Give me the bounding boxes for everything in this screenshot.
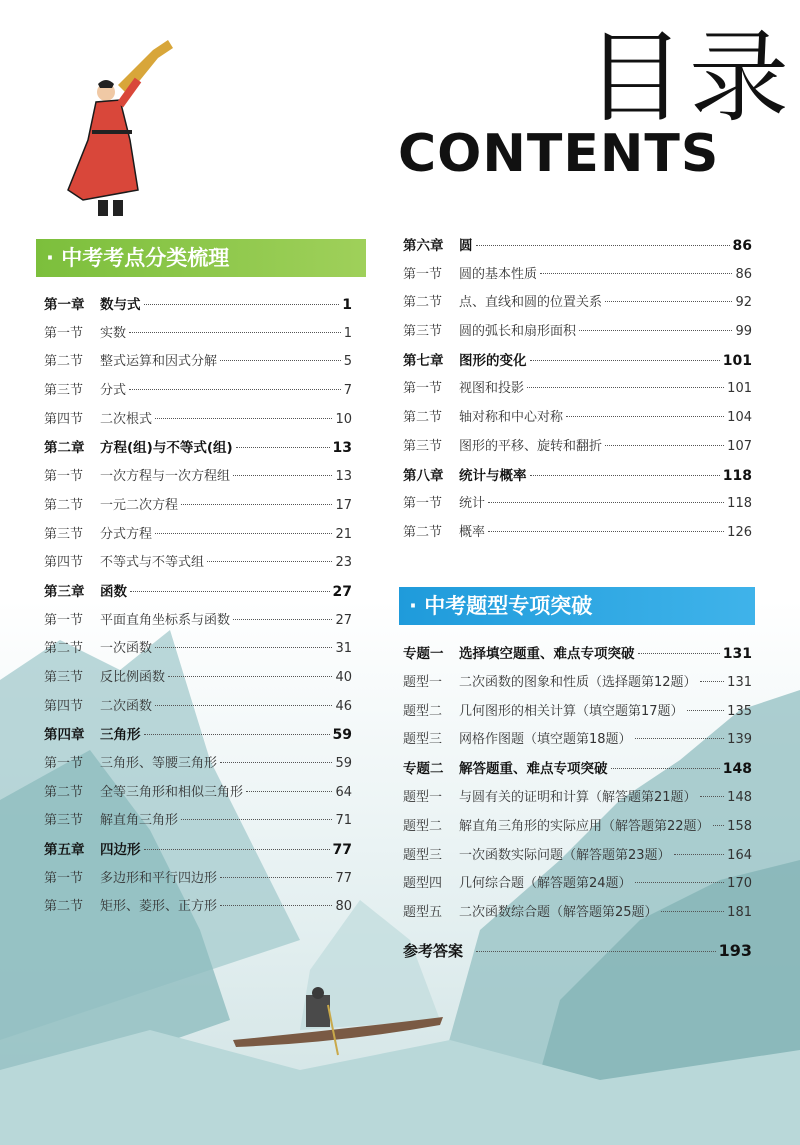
toc-entry-title: 统计 — [459, 496, 486, 512]
toc-entry-title: 三角形、等腰三角形 — [100, 756, 218, 771]
toc-section-entry[interactable] — [44, 781, 352, 810]
toc-entry-title: 圆 — [459, 238, 473, 254]
toc-entry-page: 148 — [727, 789, 752, 805]
toc-section-entry[interactable] — [44, 895, 352, 924]
toc-leader-dots — [207, 561, 332, 562]
toc-entry-page: 193 — [718, 941, 752, 960]
toc-section-entry[interactable] — [44, 408, 352, 437]
toc-entry-page: 101 — [722, 352, 752, 369]
toc-entry-page: 13 — [335, 469, 352, 485]
toc-entry-page: 131 — [722, 646, 752, 662]
toc-entry-label: 第一节 — [403, 496, 443, 512]
toc-leader-dots — [687, 710, 725, 711]
toc-entry-label: 第四节 — [44, 698, 84, 714]
toc-leader-dots — [220, 360, 341, 361]
toc-entry-title: 整式运算和因式分解 — [100, 354, 218, 370]
toc-entry-page: 31 — [335, 641, 352, 657]
toc-entry-title: 点、直线和圆的位置关系 — [459, 295, 603, 311]
toc-entry-title: 三角形 — [100, 727, 141, 744]
toc-entry-page: 23 — [335, 555, 352, 571]
toc-entry-page: 107 — [727, 438, 752, 454]
toc-entry-label: 第一节 — [44, 469, 84, 485]
toc-leader-dots — [661, 911, 725, 912]
toc-entry-title: 平面直角坐标系与函数 — [100, 612, 231, 628]
toc-entry-page: 158 — [727, 818, 752, 834]
toc-entry-label: 第三节 — [44, 813, 84, 829]
toc-chapter-entry[interactable] — [44, 723, 352, 752]
toc-entry-page: 46 — [335, 698, 352, 714]
toc-section-entry[interactable] — [44, 322, 352, 351]
toc-chapter-entry[interactable] — [403, 464, 752, 493]
toc-entry-page: 139 — [727, 732, 752, 748]
toc-chapter-entry[interactable] — [44, 838, 352, 867]
toc-section-entry[interactable] — [44, 867, 352, 896]
toc-chapter-entry[interactable] — [403, 757, 752, 786]
toc-entry-page: 27 — [335, 612, 352, 628]
toc-leader-dots — [611, 768, 720, 769]
toc-entry-title: 实数 — [100, 325, 127, 341]
page-title-en: CONTENTS — [398, 124, 720, 184]
toc-leader-dots — [476, 951, 716, 952]
toc-leader-dots — [181, 819, 332, 820]
toc-entry-title: 与圆有关的证明和计算（解答题第21题） — [459, 789, 697, 805]
toc-leader-dots — [155, 705, 332, 706]
toc-section-entry[interactable] — [403, 901, 752, 930]
toc-entry-label: 第一节 — [44, 612, 84, 628]
toc-entry-page: 86 — [735, 266, 752, 282]
toc-chapter-entry[interactable] — [44, 436, 352, 465]
toc-entry-page: 40 — [335, 669, 352, 685]
toc-entry-page: 99 — [735, 324, 752, 340]
toc-entry-label: 专题二 — [403, 761, 444, 778]
toc-chapter-entry[interactable] — [44, 293, 352, 322]
toc-leader-dots — [713, 825, 725, 826]
toc-section-entry[interactable] — [44, 666, 352, 695]
toc-leader-dots — [155, 647, 332, 648]
toc-leader-dots — [527, 387, 724, 388]
toc-entry-label: 第三节 — [44, 669, 84, 685]
section-header-question-types: · 中考题型专项突破 — [399, 587, 755, 625]
toc-leader-dots — [220, 877, 332, 878]
toc-leader-dots — [540, 273, 732, 274]
toc-chapter-entry[interactable] — [403, 642, 752, 671]
toc-entry-label: 第一节 — [403, 266, 443, 282]
toc-entry-label: 第三节 — [403, 438, 443, 454]
toc-entry-title: 全等三角形和相似三角形 — [100, 784, 244, 800]
toc-entry-label: 第三节 — [403, 324, 443, 340]
toc-section-entry[interactable] — [403, 406, 752, 435]
toc-entry-title: 一次方程与一次方程组 — [100, 469, 231, 485]
toc-entry-label: 第二节 — [44, 899, 84, 915]
toc-entry-title: 解直角三角形 — [100, 813, 179, 829]
page-title-cn: 目录 — [585, 19, 793, 136]
toc-entry-page: 126 — [727, 524, 752, 540]
toc-entry-label: 第五章 — [44, 842, 85, 859]
toc-entry-label: 题型三 — [403, 847, 443, 863]
toc-leader-dots — [233, 619, 332, 620]
toc-entry-label: 第二节 — [44, 641, 84, 657]
toc-leader-dots — [246, 791, 332, 792]
toc-section-entry[interactable] — [44, 609, 352, 638]
toc-entry-label: 第二节 — [44, 784, 84, 800]
toc-entry-page: 13 — [332, 440, 352, 457]
section-header-topics: · 中考考点分类梳理 — [36, 239, 366, 277]
toc-entry-label: 题型二 — [403, 818, 443, 834]
toc-entry-label: 第一节 — [403, 381, 443, 397]
toc-entry-label: 题型一 — [403, 674, 443, 690]
toc-entry-page: 77 — [335, 870, 352, 886]
toc-entry-title: 四边形 — [100, 842, 141, 859]
toc-entry-label: 第二节 — [403, 410, 443, 426]
toc-section-entry[interactable] — [44, 637, 352, 666]
toc-entry-title: 一次函数实际问题（解答题第23题） — [459, 847, 671, 863]
toc-leader-dots — [144, 734, 330, 735]
toc-section-entry[interactable] — [403, 671, 752, 700]
toc-entry-title: 二次根式 — [100, 411, 153, 427]
toc-entry-title: 二次函数 — [100, 698, 153, 714]
toc-entry-page: 59 — [332, 727, 352, 744]
toc-entry-page: 71 — [335, 813, 352, 829]
toc-entry-title: 二次函数的图象和性质（选择题第12题） — [459, 674, 697, 690]
toc-entry-title: 不等式与不等式组 — [100, 555, 205, 571]
toc-leader-dots — [700, 681, 725, 682]
toc-section-entry[interactable] — [403, 291, 752, 320]
toc-chapter-entry[interactable] — [403, 349, 752, 378]
toc-leader-dots — [674, 854, 725, 855]
toc-section-entry[interactable] — [44, 379, 352, 408]
toc-leader-dots — [129, 389, 341, 390]
toc-section-entry[interactable] — [403, 263, 752, 292]
toc-entry-page: 1 — [343, 325, 352, 341]
toc-section-entry[interactable] — [403, 728, 752, 757]
toc-leader-dots — [635, 738, 725, 739]
toc-entry-page: 80 — [335, 899, 352, 915]
toc-entry-title: 统计与概率 — [459, 467, 527, 484]
toc-leader-dots — [155, 418, 332, 419]
toc-entry-title: 分式方程 — [100, 526, 153, 542]
toc-entry-title: 圆的弧长和扇形面积 — [459, 324, 577, 340]
toc-leader-dots — [476, 245, 730, 246]
toc-entry-label: 第二节 — [44, 497, 84, 513]
toc-leader-dots — [530, 360, 720, 361]
toc-entry-label: 第三节 — [44, 383, 84, 399]
toc-leader-dots — [579, 330, 732, 331]
toc-entry-title: 图形的平移、旋转和翻折 — [459, 438, 603, 454]
toc-entry-title: 轴对称和中心对称 — [459, 410, 564, 426]
toc-entry-page: 86 — [732, 238, 752, 254]
toc-leader-dots — [144, 849, 330, 850]
toc-entry-title: 概率 — [459, 524, 486, 540]
toc-entry-title: 几何图形的相关计算（填空题第17题） — [459, 703, 684, 719]
toc-entry-label: 第四节 — [44, 555, 84, 571]
toc-entry-page: 148 — [722, 761, 752, 778]
toc-leader-dots — [220, 905, 332, 906]
toc-leader-dots — [488, 502, 724, 503]
toc-section-entry[interactable] — [44, 465, 352, 494]
toc-leader-dots — [530, 475, 720, 476]
toc-entry-label: 第一节 — [44, 870, 84, 886]
toc-list-right — [403, 234, 752, 550]
toc-entry-title: 一次函数 — [100, 641, 153, 657]
toc-entry-label: 第二节 — [44, 354, 84, 370]
toc-entry-page: 170 — [727, 876, 752, 892]
toc-entry-label: 第一节 — [44, 756, 84, 771]
toc-section-entry[interactable] — [44, 752, 352, 781]
toc-section-entry[interactable] — [403, 786, 752, 815]
toc-entry-label: 第四章 — [44, 727, 85, 744]
toc-entry-title: 多边形和平行四边形 — [100, 870, 218, 886]
toc-entry-label: 题型二 — [403, 703, 443, 719]
toc-entry-title: 图形的变化 — [459, 352, 527, 369]
toc-entry-page: 104 — [727, 410, 752, 426]
toc-entry-label: 第四节 — [44, 411, 84, 427]
toc-entry-title: 参考答案 — [403, 942, 464, 960]
fisherman-boat-illustration — [228, 985, 448, 1060]
toc-entry-page: 10 — [335, 411, 352, 427]
toc-entry-title: 数与式 — [100, 297, 141, 313]
toc-list-question-types — [403, 642, 752, 930]
toc-section-entry[interactable] — [403, 320, 752, 349]
toc-leader-dots — [181, 504, 332, 505]
toc-entry-label: 题型五 — [403, 905, 443, 921]
toc-entry-label: 第一节 — [44, 325, 84, 341]
toc-leader-dots — [566, 416, 724, 417]
toc-entry-label: 第三章 — [44, 583, 85, 600]
horn-player-illustration — [58, 40, 178, 230]
toc-list-left — [44, 293, 352, 924]
toc-entry-label: 第七章 — [403, 352, 444, 369]
toc-entry-title: 解直角三角形的实际应用（解答题第22题） — [459, 818, 710, 834]
toc-leader-dots — [635, 882, 725, 883]
toc-entry-label: 第三节 — [44, 526, 84, 542]
toc-entry-label: 题型一 — [403, 789, 443, 805]
toc-leader-dots — [488, 531, 724, 532]
toc-section-entry[interactable] — [403, 815, 752, 844]
toc-section-entry[interactable] — [44, 551, 352, 580]
toc-leader-dots — [129, 332, 341, 333]
toc-section-entry[interactable] — [44, 695, 352, 724]
toc-entry-page: 77 — [332, 842, 352, 859]
toc-leader-dots — [220, 762, 332, 763]
toc-entry-page: 5 — [343, 354, 352, 370]
toc-leader-dots — [233, 475, 332, 476]
toc-entry-page: 118 — [727, 496, 752, 512]
toc-entry-page: 7 — [343, 383, 352, 399]
toc-chapter-entry[interactable] — [44, 580, 352, 609]
toc-leader-dots — [144, 304, 340, 305]
toc-entry-title: 几何综合题（解答题第24题） — [459, 876, 632, 892]
toc-section-entry[interactable] — [44, 523, 352, 552]
toc-section-entry[interactable] — [44, 809, 352, 838]
toc-entry-title: 一元二次方程 — [100, 497, 179, 513]
toc-chapter-entry[interactable] — [403, 234, 752, 263]
toc-entry-page: 131 — [727, 674, 752, 690]
toc-entry-title: 解答题重、难点专项突破 — [459, 761, 608, 778]
toc-entry-title: 反比例函数 — [100, 669, 166, 685]
toc-entry-title: 二次函数综合题（解答题第25题） — [459, 905, 658, 921]
toc-section-entry[interactable] — [44, 350, 352, 379]
toc-entry-page: 181 — [727, 905, 752, 921]
toc-entry-title: 分式 — [100, 383, 127, 399]
toc-entry-label: 第八章 — [403, 467, 444, 484]
toc-leader-dots — [168, 676, 332, 677]
toc-leader-dots — [605, 301, 732, 302]
toc-leader-dots — [700, 796, 725, 797]
toc-entry-page: 59 — [335, 756, 352, 771]
toc-leader-dots — [605, 445, 724, 446]
toc-entry-answers[interactable] — [403, 940, 752, 968]
toc-entry-page: 64 — [335, 784, 352, 800]
toc-leader-dots — [638, 653, 720, 654]
toc-entry-title: 网格作图题（填空题第18题） — [459, 732, 632, 748]
toc-entry-label: 第一章 — [44, 297, 85, 313]
toc-leader-dots — [130, 591, 330, 592]
toc-entry-title: 圆的基本性质 — [459, 266, 538, 282]
toc-entry-title: 函数 — [100, 583, 127, 600]
toc-section-entry[interactable] — [403, 872, 752, 901]
toc-entry-title: 选择填空题重、难点专项突破 — [459, 646, 635, 662]
toc-entry-label: 第六章 — [403, 238, 444, 254]
toc-section-entry[interactable] — [44, 494, 352, 523]
toc-entry-page: 135 — [727, 703, 752, 719]
toc-section-entry[interactable] — [403, 700, 752, 729]
toc-section-entry[interactable] — [403, 377, 752, 406]
toc-leader-dots — [236, 447, 330, 448]
toc-entry-page: 17 — [335, 497, 352, 513]
toc-section-entry[interactable] — [403, 492, 752, 521]
toc-entry-page: 21 — [335, 526, 352, 542]
toc-entry-page: 118 — [722, 467, 752, 484]
toc-entry-label: 第二节 — [403, 524, 443, 540]
toc-entry-page: 101 — [727, 381, 752, 397]
toc-answers — [403, 940, 752, 968]
toc-entry-title: 视图和投影 — [459, 381, 525, 397]
toc-section-entry[interactable] — [403, 844, 752, 873]
toc-entry-page: 27 — [332, 583, 352, 600]
toc-entry-label: 第二节 — [403, 295, 443, 311]
toc-section-entry[interactable] — [403, 521, 752, 550]
toc-leader-dots — [155, 533, 332, 534]
toc-entry-page: 92 — [735, 295, 752, 311]
toc-section-entry[interactable] — [403, 435, 752, 464]
toc-entry-page: 164 — [727, 847, 752, 863]
toc-entry-label: 题型四 — [403, 876, 443, 892]
toc-entry-title: 方程(组)与不等式(组) — [100, 440, 233, 457]
toc-entry-page: 1 — [342, 297, 352, 313]
toc-entry-title: 矩形、菱形、正方形 — [100, 899, 218, 915]
toc-entry-label: 第二章 — [44, 440, 85, 457]
toc-entry-label: 专题一 — [403, 646, 444, 662]
toc-entry-label: 题型三 — [403, 732, 443, 748]
